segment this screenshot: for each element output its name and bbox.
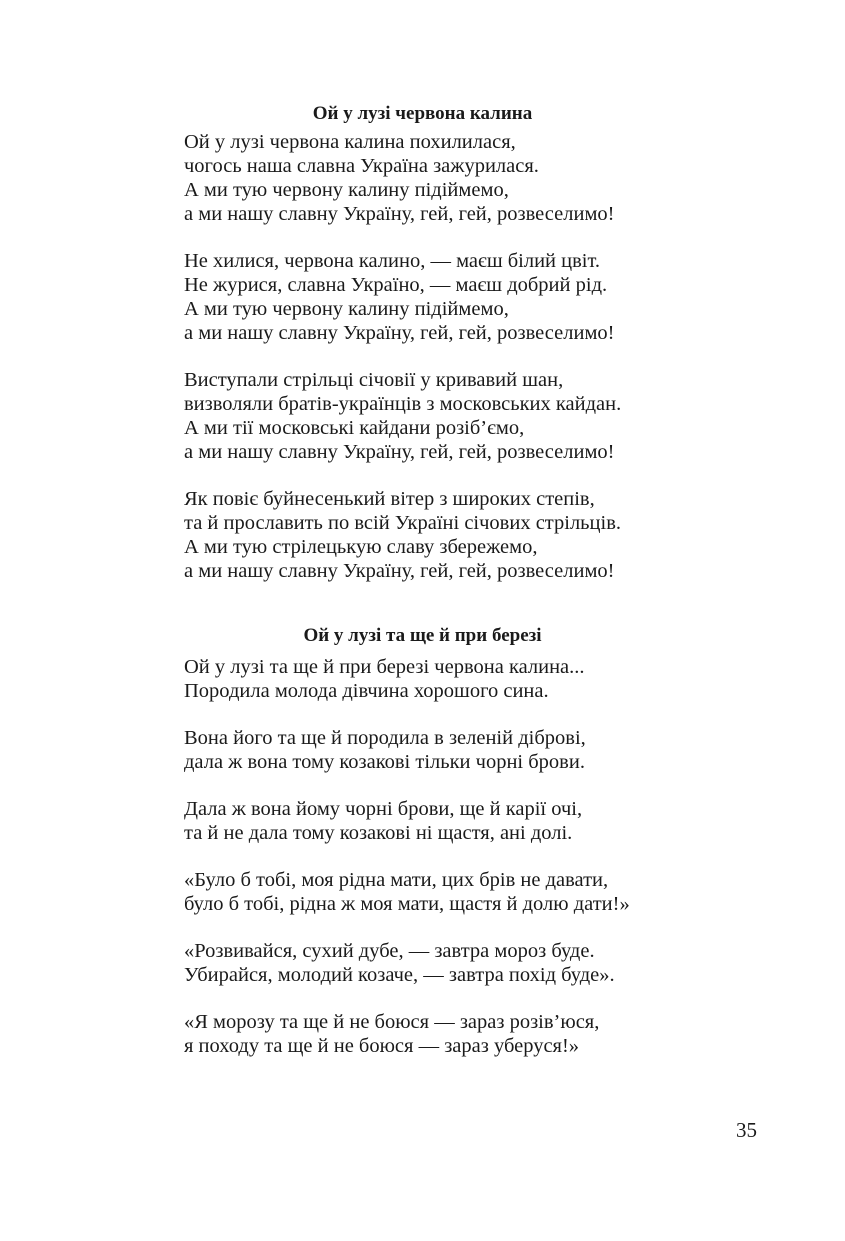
stanza bbox=[184, 726, 744, 774]
stanza bbox=[184, 368, 744, 464]
lyric-line: а ми нашу славну Україну, гей, гей, розвеселимо! bbox=[184, 203, 615, 225]
lyric-line: Дала ж вона йому чорні брови, ще й карії очі, bbox=[184, 798, 583, 820]
lyric-line: я походу та ще й не боюся — зараз уберуся!» bbox=[184, 1035, 580, 1057]
lyric-line: «Я морозу та ще й не боюся — зараз розів’юся, bbox=[184, 1011, 600, 1033]
lyric-line: Не хилися, червона калино, — маєш білий цвіт. bbox=[184, 250, 601, 272]
lyric-line: А ми тую стрілецькую славу збережемо, bbox=[184, 536, 538, 558]
stanza bbox=[184, 868, 744, 916]
lyric-line: та й прославить по всій Україні січових стрільців. bbox=[184, 512, 622, 534]
lyric-line: Убирайся, молодий козаче, — завтра похід буде». bbox=[184, 964, 615, 986]
song-title: Ой у лузі червона калина bbox=[312, 103, 533, 124]
stanza bbox=[184, 1010, 744, 1058]
lyric-line: Вона його та ще й породила в зеленій діброві, bbox=[184, 727, 586, 749]
stanza bbox=[184, 487, 744, 583]
lyric-line: Як повіє буйнесенький вітер з широких степів, bbox=[184, 488, 595, 510]
lyric-line: А ми тую червону калину підіймемо, bbox=[184, 179, 509, 201]
stanza bbox=[184, 939, 744, 987]
lyric-line: а ми нашу славну Україну, гей, гей, розвеселимо! bbox=[184, 560, 615, 582]
lyric-line: Ой у лузі червона калина похилилася, bbox=[184, 131, 516, 153]
lyric-line: а ми нашу славну Україну, гей, гей, розвеселимо! bbox=[184, 322, 615, 344]
lyric-line: було б тобі, рідна ж моя мати, щастя й долю дати!» bbox=[184, 893, 630, 915]
lyric-line: дала ж вона тому козакові тільки чорні брови. bbox=[184, 751, 585, 773]
song-title: Ой у лузі та ще й при березі bbox=[303, 625, 542, 646]
stanza bbox=[184, 249, 744, 345]
lyric-line: а ми нашу славну Україну, гей, гей, розвеселимо! bbox=[184, 441, 615, 463]
lyric-line: та й не дала тому козакові ні щастя, ані долі. bbox=[184, 822, 573, 844]
lyric-line: Не журися, славна Україно, — маєш добрий рід. bbox=[184, 274, 608, 296]
lyric-line: Породила молода дівчина хорошого сина. bbox=[184, 680, 549, 702]
page-number: 35 bbox=[736, 1118, 757, 1142]
song-lyrics bbox=[184, 655, 744, 1081]
lyric-line: А ми тую червону калину підіймемо, bbox=[184, 298, 509, 320]
lyric-line: визволяли братів-українців з московських кайдан. bbox=[184, 393, 622, 415]
song-lyrics bbox=[184, 130, 744, 606]
lyric-line: Виступали стрільці січовії у кривавий шан, bbox=[184, 369, 564, 391]
lyric-line: «Розвивайся, сухий дубе, — завтра мороз буде. bbox=[184, 940, 595, 962]
stanza bbox=[184, 655, 744, 703]
lyric-line: чогось наша славна Україна зажурилася. bbox=[184, 155, 539, 177]
lyric-line: «Було б тобі, моя рідна мати, цих брів не давати, bbox=[184, 869, 609, 891]
lyric-line: Ой у лузі та ще й при березі червона калина... bbox=[184, 656, 585, 678]
stanza bbox=[184, 797, 744, 845]
lyric-line: А ми тії московські кайдани розіб’ємо, bbox=[184, 417, 525, 439]
stanza bbox=[184, 130, 744, 226]
